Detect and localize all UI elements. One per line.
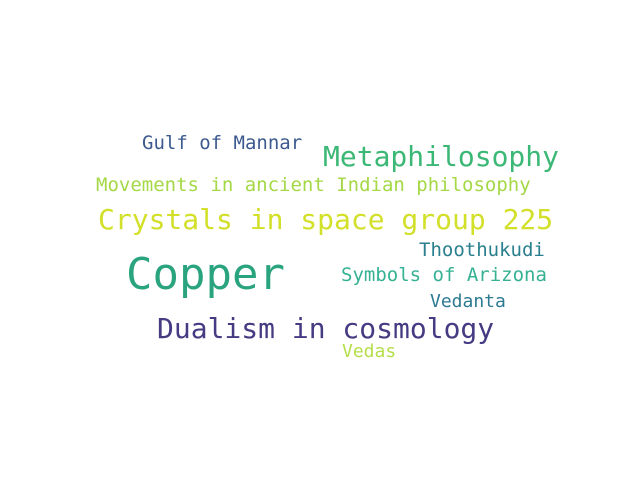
word-metaphilosophy: Metaphilosophy	[323, 140, 560, 173]
word-crystals-in-space-group-225: Crystals in space group 225	[98, 203, 554, 236]
word-gulf-of-mannar: Gulf of Mannar	[142, 132, 303, 154]
word-movements-in-ancient-indian-philosophy: Movements in ancient Indian philosophy	[96, 174, 531, 196]
word-dualism-in-cosmology: Dualism in cosmology	[157, 312, 495, 345]
word-thoothukudi: Thoothukudi	[419, 239, 545, 261]
word-vedas: Vedas	[342, 341, 397, 362]
word-copper: Copper	[126, 249, 285, 300]
word-symbols-of-arizona: Symbols of Arizona	[341, 264, 547, 286]
word-vedanta: Vedanta	[430, 291, 506, 312]
